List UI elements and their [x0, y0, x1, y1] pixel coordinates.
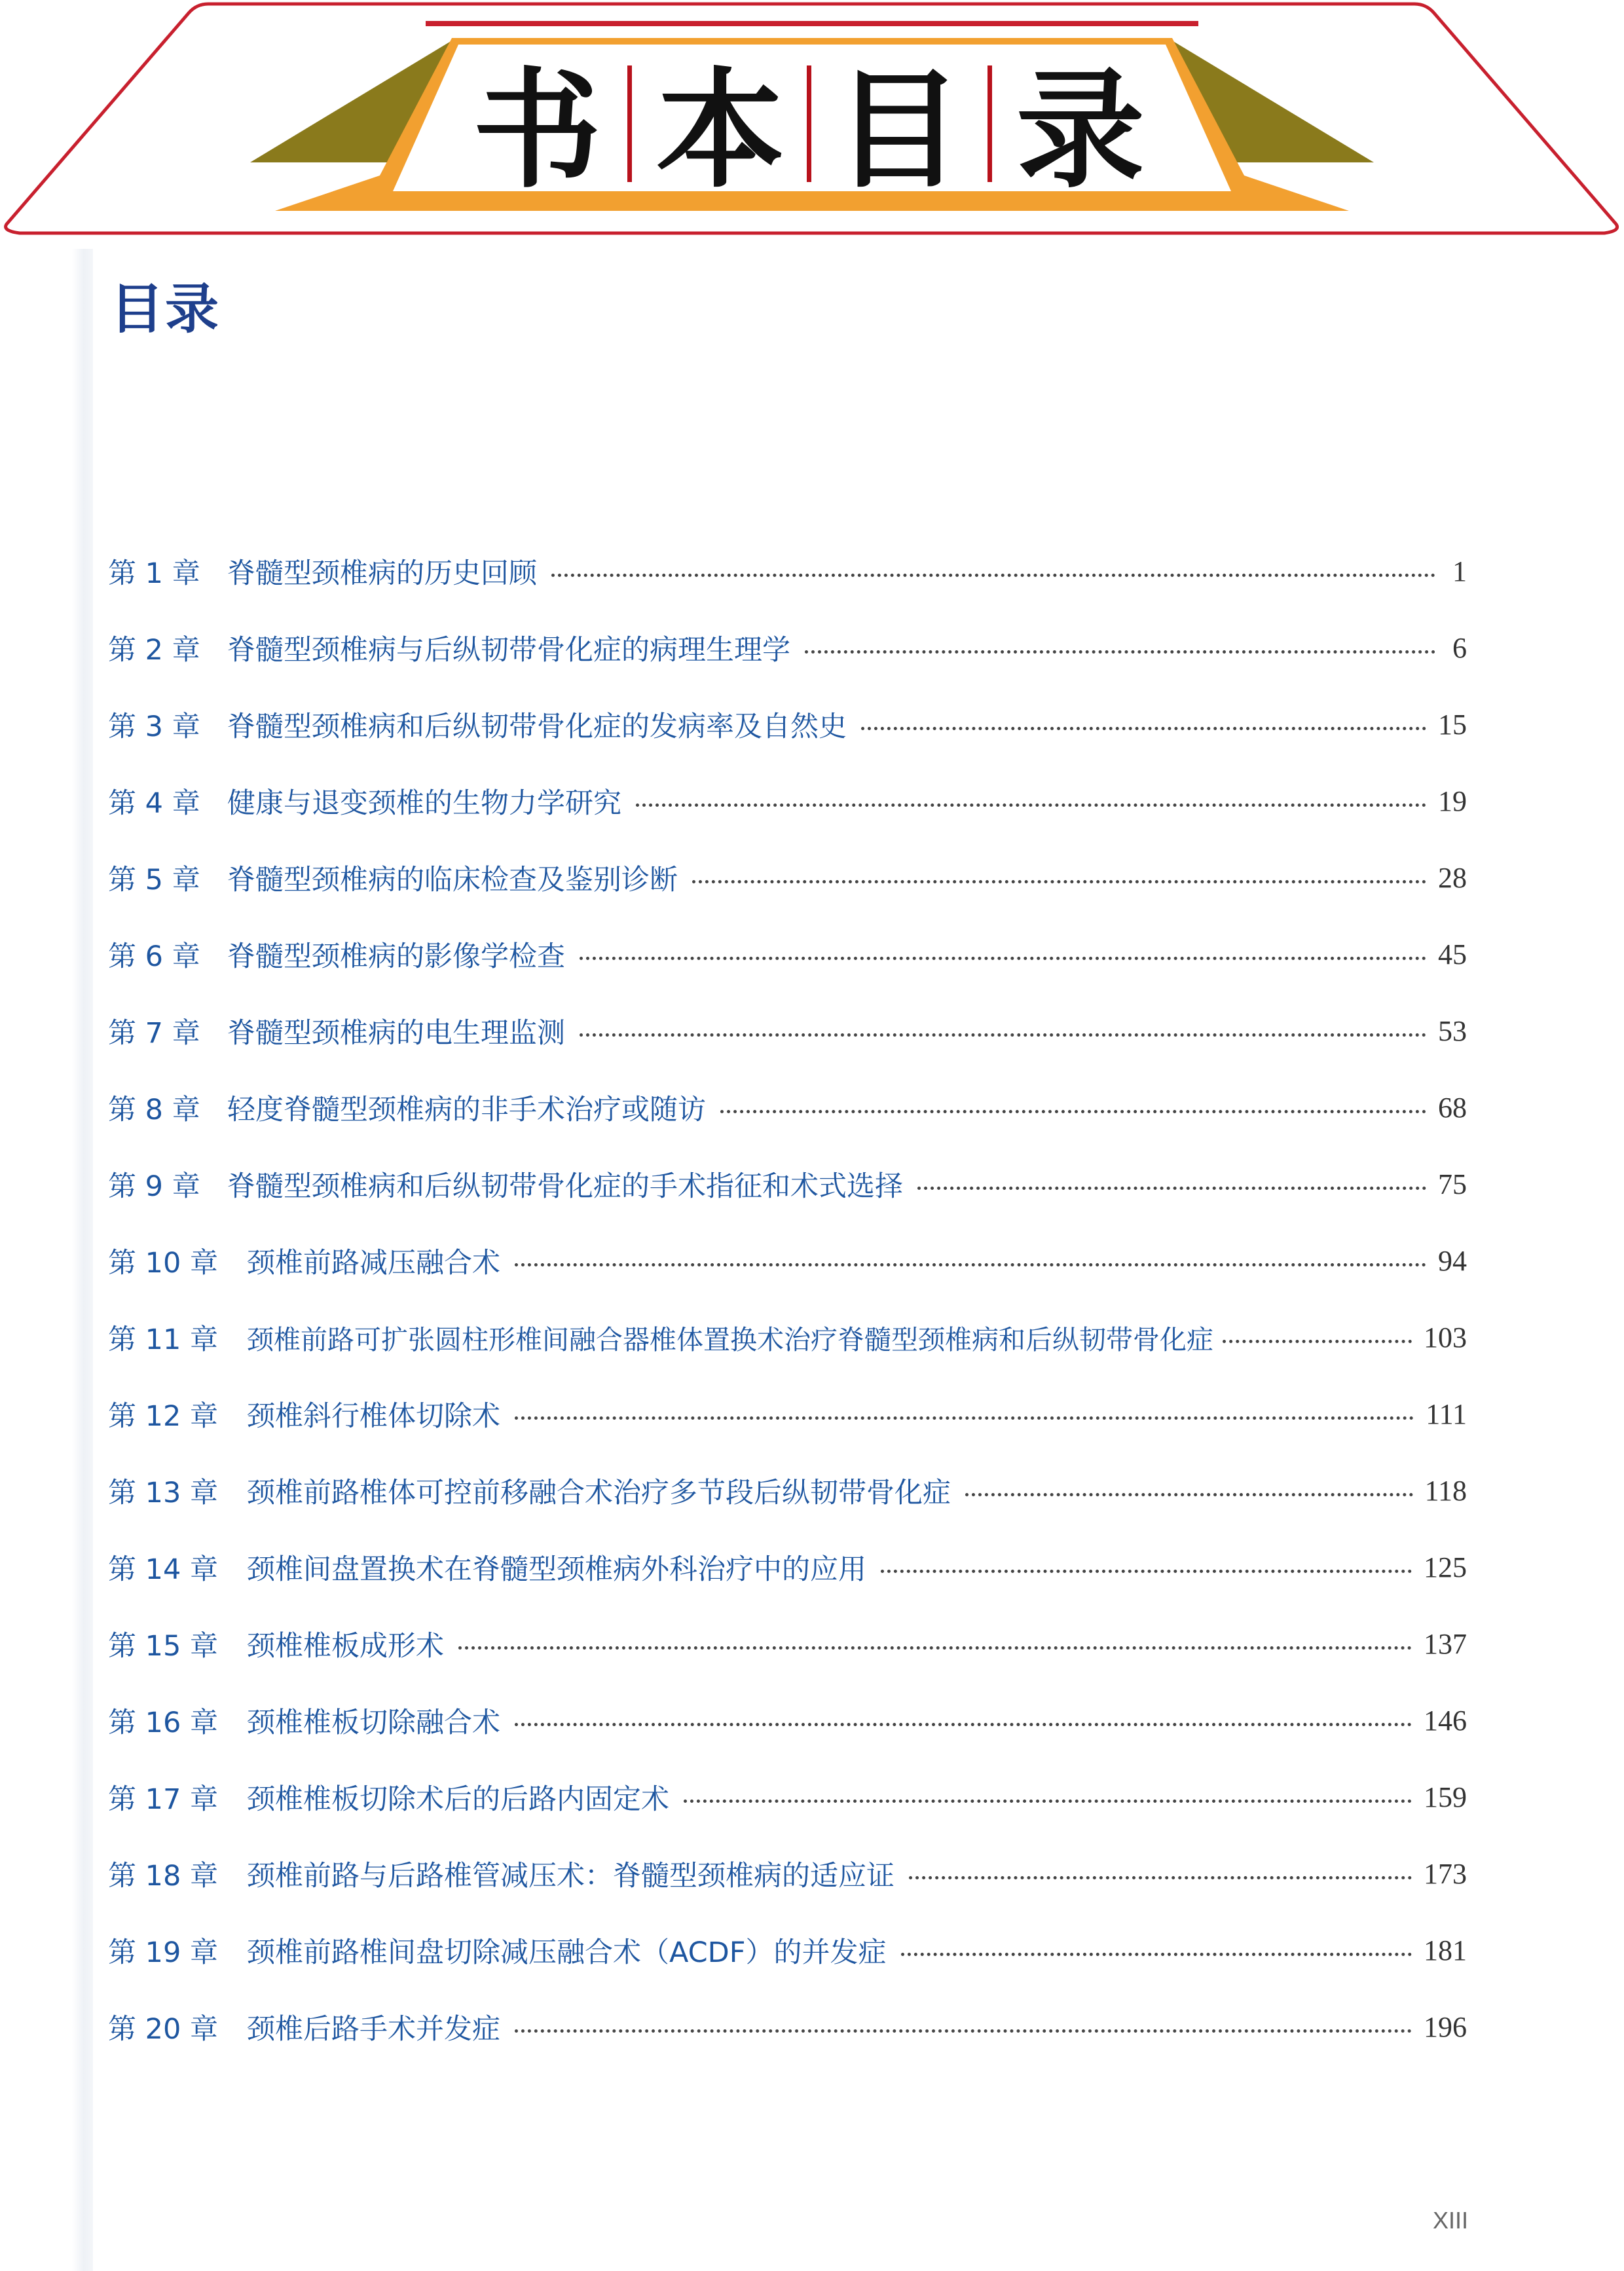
page-number: 125 [1424, 1551, 1467, 1583]
toc-entry[interactable] [108, 928, 1467, 980]
dot-leader [861, 727, 1426, 730]
dot-leader [917, 1187, 1426, 1190]
toc-entry[interactable] [108, 1464, 1467, 1517]
chapter-title: 颈椎斜行椎体切除术 [247, 1399, 500, 1433]
dot-leader [881, 1570, 1412, 1573]
toc-entry[interactable] [108, 1617, 1467, 1670]
chapter-number: 第 10 章 [108, 1246, 219, 1280]
banner-char-3: 目 [834, 56, 963, 206]
dot-leader [580, 957, 1426, 960]
page-number: 94 [1438, 1244, 1467, 1277]
toc-entry[interactable] [108, 545, 1467, 597]
dot-leader [580, 1033, 1426, 1037]
chapter-title: 健康与退变颈椎的生物力学研究 [227, 786, 621, 820]
chapter-title: 颈椎间盘置换术在脊髓型颈椎病外科治疗中的应用 [247, 1553, 866, 1586]
page-number: 6 [1452, 631, 1467, 664]
toc-entry[interactable] [108, 698, 1467, 750]
dot-leader [515, 1416, 1414, 1420]
dot-leader [684, 1800, 1412, 1803]
banner-char-2: 本 [655, 56, 784, 206]
chapter-title: 颈椎前路椎间盘切除减压融合术（ACDF）的并发症 [247, 1936, 887, 1969]
dot-leader [515, 1723, 1412, 1726]
chapter-number: 第 4 章 [108, 786, 200, 820]
chapter-title: 颈椎前路可扩张圆柱形椎间融合器椎体置换术治疗脊髓型颈椎病和后纵韧带骨化症 [247, 1323, 1213, 1356]
chapter-number: 第 1 章 [108, 557, 200, 590]
chapter-title: 脊髓型颈椎病和后纵韧带骨化症的发病率及自然史 [227, 710, 847, 743]
toc-entry[interactable] [108, 1311, 1467, 1363]
chapter-number: 第 12 章 [108, 1399, 219, 1433]
chapter-title: 颈椎椎板成形术 [247, 1629, 444, 1663]
dot-leader [458, 1646, 1412, 1650]
banner-separator [807, 65, 811, 182]
chapter-title: 脊髓型颈椎病和后纵韧带骨化症的手术指征和术式选择 [227, 1170, 903, 1203]
chapter-title: 颈椎前路与后路椎管减压术：脊髓型颈椎病的适应证 [247, 1859, 895, 1892]
toc-entry[interactable] [108, 1924, 1467, 1976]
chapter-title: 轻度脊髓型颈椎病的非手术治疗或随访 [227, 1093, 706, 1126]
toc-entry[interactable] [108, 1081, 1467, 1134]
page-spine-shadow [0, 249, 93, 2271]
toc-entry[interactable] [108, 775, 1467, 827]
banner-char-1: 书 [472, 56, 601, 206]
chapter-number: 第 18 章 [108, 1859, 219, 1892]
chapter-title: 颈椎后路手术并发症 [247, 2012, 500, 2046]
toc-entry[interactable] [108, 851, 1467, 904]
page-number: 53 [1438, 1014, 1467, 1047]
page-number: 19 [1438, 785, 1467, 817]
page-number: 68 [1438, 1091, 1467, 1124]
page-number: 1 [1452, 555, 1467, 587]
banner-separator [987, 65, 992, 182]
dot-leader [909, 1876, 1412, 1879]
page-number: 173 [1424, 1857, 1467, 1890]
dot-leader [720, 1110, 1426, 1113]
toc-entry[interactable] [108, 1541, 1467, 1593]
dot-leader [901, 1953, 1412, 1956]
chapter-title: 脊髓型颈椎病的临床检查及鉴别诊断 [227, 863, 678, 896]
chapter-title: 脊髓型颈椎病的电生理监测 [227, 1016, 565, 1050]
page-number: 28 [1438, 861, 1467, 894]
chapter-number: 第 20 章 [108, 2012, 219, 2046]
chapter-title: 颈椎前路椎体可控前移融合术治疗多节段后纵韧带骨化症 [247, 1476, 951, 1509]
page-title: 目录 [110, 278, 221, 341]
dot-leader [1223, 1340, 1412, 1343]
toc-entry[interactable] [108, 1694, 1467, 1746]
dot-leader [636, 803, 1426, 807]
chapter-title: 颈椎椎板切除术后的后路内固定术 [247, 1782, 669, 1816]
page-number: 159 [1424, 1781, 1467, 1813]
chapter-title: 颈椎椎板切除融合术 [247, 1706, 500, 1739]
dot-leader [551, 574, 1435, 577]
chapter-number: 第 5 章 [108, 863, 200, 896]
page-number: 45 [1438, 938, 1467, 970]
toc-entry[interactable] [108, 1388, 1467, 1440]
chapter-number: 第 9 章 [108, 1170, 200, 1203]
dot-leader [805, 650, 1435, 654]
dot-leader [515, 1263, 1426, 1266]
banner-char-4: 录 [1016, 56, 1145, 206]
dot-leader [692, 880, 1426, 883]
toc-entry[interactable] [108, 1005, 1467, 1057]
page-number: 146 [1424, 1704, 1467, 1737]
chapter-number: 第 19 章 [108, 1936, 219, 1969]
dot-leader [515, 2029, 1412, 2033]
chapter-title: 脊髓型颈椎病的历史回顾 [227, 557, 537, 590]
dot-leader [965, 1493, 1413, 1496]
page-number: 181 [1424, 1934, 1467, 1966]
toc-entry[interactable] [108, 1847, 1467, 1900]
page-number: 196 [1424, 2010, 1467, 2043]
page-number: 103 [1424, 1321, 1467, 1354]
page-number: 111 [1426, 1397, 1467, 1430]
chapter-number: 第 16 章 [108, 1706, 219, 1739]
chapter-title: 脊髓型颈椎病与后纵韧带骨化症的病理生理学 [227, 633, 790, 667]
toc-entry[interactable] [108, 1158, 1467, 1210]
chapter-number: 第 15 章 [108, 1629, 219, 1663]
chapter-number: 第 11 章 [108, 1323, 219, 1356]
chapter-title: 脊髓型颈椎病的影像学检查 [227, 940, 565, 973]
chapter-number: 第 8 章 [108, 1093, 200, 1126]
toc-entry[interactable] [108, 1234, 1467, 1287]
page-number: 118 [1424, 1474, 1467, 1507]
toc-entry[interactable] [108, 2001, 1467, 2053]
page-number: 137 [1424, 1627, 1467, 1660]
chapter-title: 颈椎前路减压融合术 [247, 1246, 500, 1280]
banner-separator [627, 65, 632, 182]
page-folio: XIII [1432, 2207, 1468, 2234]
page-number: 75 [1438, 1168, 1467, 1200]
chapter-number: 第 2 章 [108, 633, 200, 667]
toc-entry[interactable] [108, 621, 1467, 674]
chapter-number: 第 3 章 [108, 710, 200, 743]
chapter-number: 第 14 章 [108, 1553, 219, 1586]
toc-entry[interactable] [108, 1771, 1467, 1823]
chapter-number: 第 6 章 [108, 940, 200, 973]
chapter-number: 第 17 章 [108, 1782, 219, 1816]
header-banner [0, 0, 1624, 249]
chapter-number: 第 13 章 [108, 1476, 219, 1509]
chapter-number: 第 7 章 [108, 1016, 200, 1050]
page-number: 15 [1438, 708, 1467, 741]
